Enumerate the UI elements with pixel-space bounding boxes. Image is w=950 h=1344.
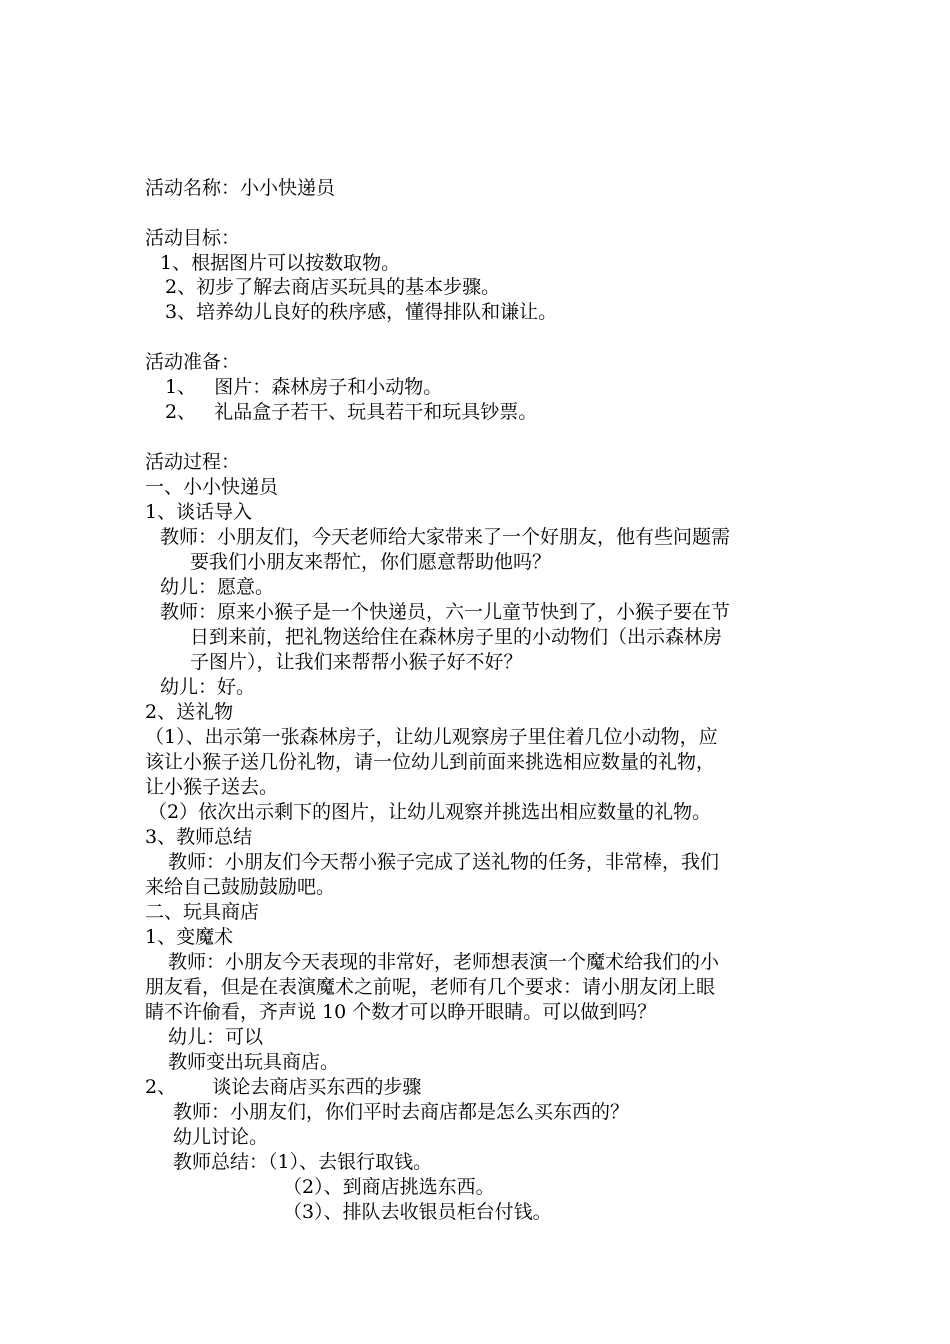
part1-step1-title: 1、谈话导入: [145, 501, 253, 523]
dialogue-line: 子图片），让我们来帮帮小猴子好不好？: [190, 651, 523, 673]
part1-step3-title: 3、教师总结: [145, 826, 253, 848]
part1-title: 一、小小快递员: [145, 476, 279, 498]
paragraph-line: 幼儿讨论。: [173, 1126, 269, 1148]
part1-step2-title: 2、送礼物: [145, 701, 234, 723]
paragraph-line: 教师：小朋友今天表现的非常好，老师想表演一个魔术给我们的小: [168, 951, 720, 973]
paragraph-line: 朋友看，但是在表演魔术之前呢，老师有几个要求：请小朋友闭上眼: [145, 976, 716, 998]
dialogue-line: 幼儿：好。: [160, 676, 256, 698]
paragraph-line: 睛不许偷看，齐声说 10 个数才可以睁开眼睛。可以做到吗？: [145, 1001, 657, 1023]
part2-title: 二、玩具商店: [145, 901, 260, 923]
paragraph-line: 教师：小朋友们，你们平时去商店都是怎么买东西的？: [173, 1101, 630, 1123]
paragraph-line: 该让小猴子送几份礼物，请一位幼儿到前面来挑选相应数量的礼物，: [145, 751, 716, 773]
part2-step2-title: 2、 谈论去商店买东西的步骤: [145, 1076, 422, 1098]
summary-step: （2）、到商店挑选东西。: [283, 1176, 495, 1198]
dialogue-line: 日到来前，把礼物送给住在森林房子里的小动物们（出示森林房: [190, 626, 723, 648]
prep-heading: 活动准备：: [145, 351, 241, 373]
goal-item: 3、培养幼儿良好的秩序感，懂得排队和谦让。: [165, 301, 558, 323]
process-heading: 活动过程：: [145, 451, 241, 473]
prep-item: 2、 礼品盒子若干、玩具若干和玩具钞票。: [165, 401, 538, 423]
paragraph-line: 来给自己鼓励鼓励吧。: [145, 876, 336, 898]
dialogue-line: 教师：小朋友们，今天老师给大家带来了一个好朋友，他有些问题需: [160, 526, 731, 548]
paragraph-line: （1）、出示第一张森林房子，让幼儿观察房子里住着几位小动物，应: [145, 726, 718, 748]
paragraph-line: 幼儿：可以: [168, 1026, 264, 1048]
summary-step: （3）、排队去收银员柜台付钱。: [283, 1201, 552, 1223]
prep-item: 1、 图片：森林房子和小动物。: [165, 376, 443, 398]
goals-heading: 活动目标：: [145, 227, 241, 249]
paragraph-line: 让小猴子送去。: [145, 776, 279, 798]
part2-step1-title: 1、变魔术: [145, 926, 234, 948]
dialogue-line: 要我们小朋友来帮忙，你们愿意帮助他吗？: [190, 551, 552, 573]
dialogue-line: 幼儿：愿意。: [160, 576, 275, 598]
paragraph-line: 教师：小朋友们今天帮小猴子完成了送礼物的任务，非常棒，我们: [168, 851, 720, 873]
summary-step: 教师总结：（1）、去银行取钱。: [173, 1151, 433, 1173]
goal-item: 2、初步了解去商店买玩具的基本步骤。: [165, 276, 501, 298]
paragraph-line: （2）依次出示剩下的图片，让幼儿观察并挑选出相应数量的礼物。: [148, 801, 712, 823]
dialogue-line: 教师：原来小猴子是一个快递员，六一儿童节快到了，小猴子要在节: [160, 601, 731, 623]
activity-name: 活动名称：小小快递员: [145, 177, 336, 199]
paragraph-line: 教师变出玩具商店。: [168, 1051, 340, 1073]
goal-item: 1、根据图片可以按数取物。: [160, 252, 401, 274]
